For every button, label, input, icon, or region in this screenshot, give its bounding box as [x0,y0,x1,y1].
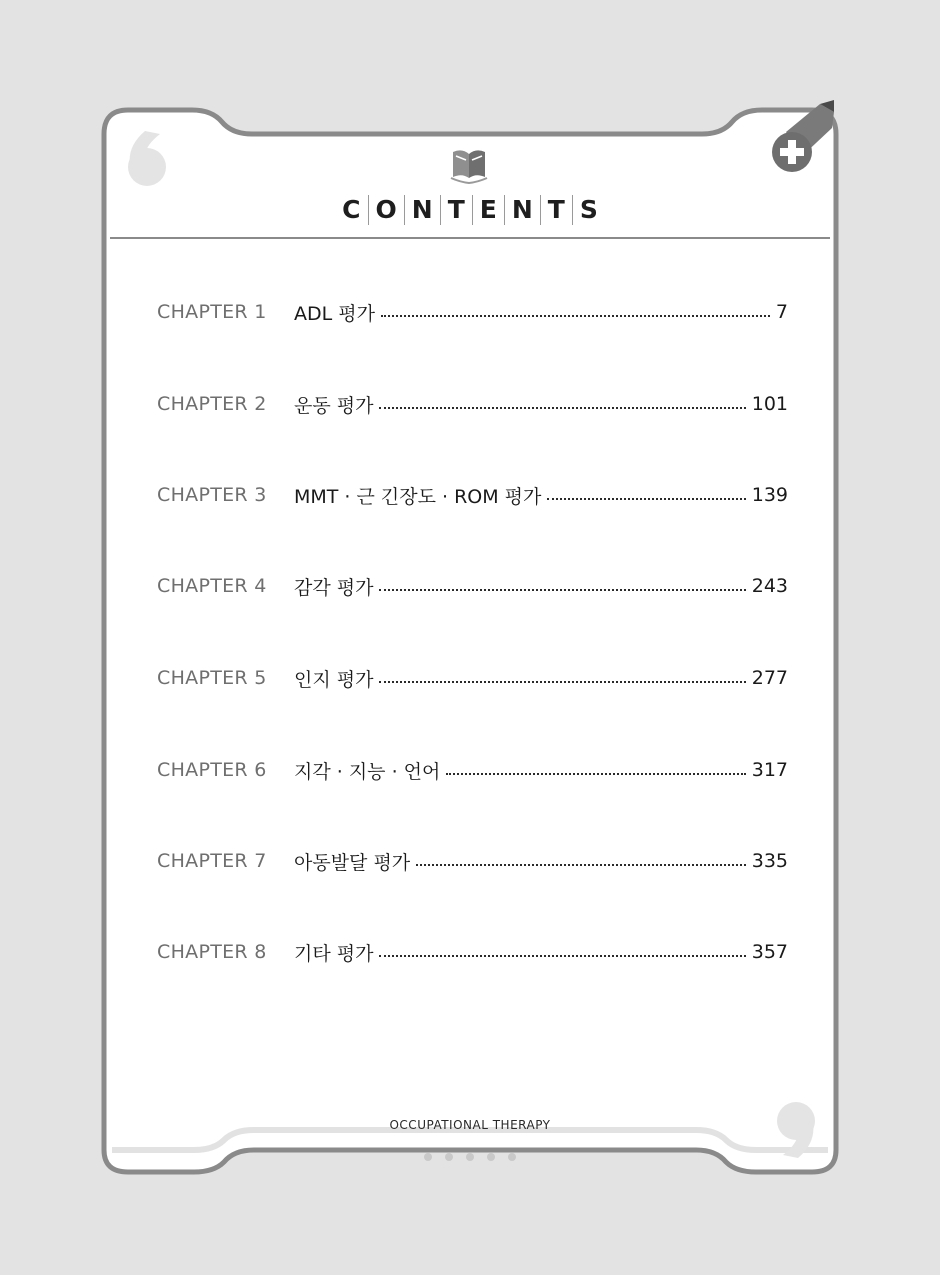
chapter-title: 감각 평가 [294,576,374,599]
indicator-dot [487,1153,495,1161]
toc-entry-chapter-4[interactable] [157,571,788,601]
title-letter: N [405,195,441,225]
page-number: 335 [751,850,788,872]
page-number: 139 [751,484,788,506]
dot-leader [379,952,745,957]
toc-entry-chapter-7[interactable] [157,846,788,876]
chapter-title: 아동발달 평가 [294,851,411,874]
dot-leader [379,586,745,591]
toc-entry-chapter-6[interactable] [157,755,788,785]
page-number: 101 [751,393,788,415]
chapter-number: CHAPTER 3 [157,484,267,506]
page-number: 7 [775,301,788,323]
chapter-number: CHAPTER 8 [157,941,267,963]
chapter-number: CHAPTER 7 [157,850,267,872]
chapter-title: 인지 평가 [294,668,374,691]
indicator-dot [445,1153,453,1161]
page-number: 317 [751,759,788,781]
page-number: 277 [751,667,788,689]
dot-leader [547,495,745,500]
title-letter: T [441,195,473,225]
chapter-number: CHAPTER 6 [157,759,267,781]
chapter-title: 지각 · 지능 · 언어 [294,760,441,783]
title-letter: C [335,195,368,225]
chapter-number: CHAPTER 5 [157,667,267,689]
toc-entry-chapter-2[interactable] [157,389,788,419]
indicator-dot [424,1153,432,1161]
chapter-number: CHAPTER 2 [157,393,267,415]
title-letter: O [369,195,405,225]
title-letter: N [505,195,541,225]
chapter-title: 기타 평가 [294,942,374,965]
footer-text: OCCUPATIONAL THERAPY [389,1118,551,1132]
chapter-title: 운동 평가 [294,394,374,417]
toc-entry-chapter-1[interactable] [157,297,788,327]
chapter-number: CHAPTER 1 [157,301,267,323]
page-number: 243 [751,575,788,597]
title-letter: T [541,195,573,225]
indicator-dot [466,1153,474,1161]
frame-outline [104,110,836,1172]
dot-leader [416,861,746,866]
chapter-number: CHAPTER 4 [157,575,267,597]
toc-entry-chapter-8[interactable] [157,937,788,967]
dot-leader [379,404,745,409]
indicator-dot [508,1153,516,1161]
chapter-title: ADL 평가 [294,302,375,325]
contents-title [0,195,940,225]
page-indicator-dots [0,1153,940,1161]
toc-entry-chapter-3[interactable] [157,480,788,510]
title-letter: E [473,195,505,225]
dot-leader [381,312,770,317]
page-number: 357 [751,941,788,963]
toc-entry-chapter-5[interactable] [157,663,788,693]
chapter-title: MMT · 근 긴장도 · ROM 평가 [294,485,542,508]
dot-leader [379,678,745,683]
dot-leader [446,770,745,775]
title-letter: S [579,195,598,224]
